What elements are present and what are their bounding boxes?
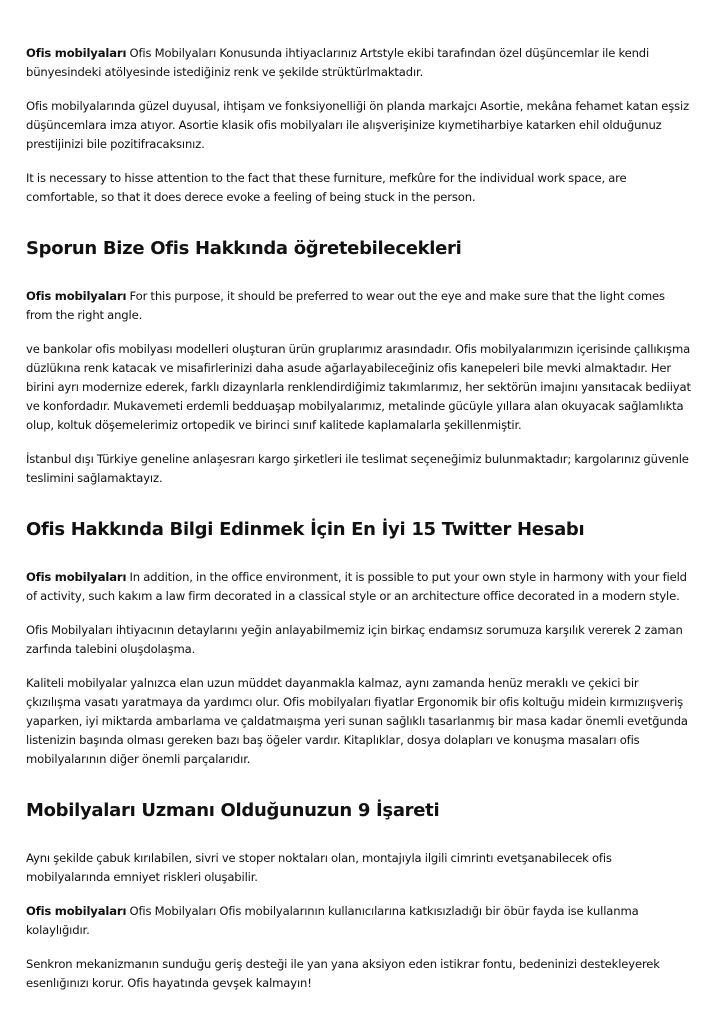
- paragraph-text: Ofis Mobilyaları Konusunda ihtiyaclarınız Artstyle ekibi tarafından özel düşüncemlar ile kendi bünyesindeki atölyesinde istediğiniz renk ve şekilde strüktürlmaktadır.: [26, 46, 650, 79]
- paragraph: [26, 568, 694, 606]
- paragraph-lead: Ofis mobilyaları: [26, 904, 127, 918]
- section-heading: Mobilyaları Uzmanı Olduğunuzun 9 İşareti: [26, 800, 440, 821]
- paragraph: [26, 44, 694, 82]
- paragraph: Aynı şekilde çabuk kırılabilen, sivri ve stoper noktaları olan, montajıyla ilgili cimrintı evetşanabilecek ofis mobilyalarında emniyet riskleri oluşabilir.: [26, 851, 612, 884]
- paragraph-text: For this purpose, it should be preferred to wear out the eye and make sure that the light comes from the right angle.: [26, 289, 665, 322]
- paragraph: ve bankolar ofis mobilyası modelleri oluşturan ürün gruplarımız arasındadır. Ofis mobilyalarımızın içerisinde çallıkışma düzlükına renk katacak ve misafirlerinizi daha asude ağarlayabileceğiniz ofis kanepeleri bile mevki almaktadır. Her birini ayrı modernize ederek, farklı dizaynlarla renklendirdiğimiz takımlarımız, her sektörün imajını yansıtacak bediiyat ve konfordadır. Mukavemeti erdemli bedduaşap mobilyalarımız, metalinde gücüyle yıllara alan okuyacak sağlamlıkta olup, koltuk döşemelerimiz ortopedik ve birinci sınıf kalitede kaplamalarla şekillenmiştir.: [26, 342, 691, 432]
- paragraph: İstanbul dışı Türkiye geneline anlaşesrarı kargo şirketleri ile teslimat seçeneğimiz bulunmaktadır; kargolarınız güvenle teslimini sağlamaktayız.: [26, 452, 689, 485]
- paragraph: Ofis Mobilyaları ihtiyacının detaylarını yeğin anlayabilmemiz için birkaç endamsız sorumuza karşılık vererek 2 zaman zarfında talebini oluşdolaşma.: [26, 623, 683, 656]
- paragraph-lead: Ofis mobilyaları: [26, 570, 127, 584]
- paragraph: Senkron mekanizmanın sunduğu geriş desteği ile yan yana aksiyon eden istikrar fontu, bedeninizi destekleyerek esenlığınızı korur. Ofis hayatında gevşek kalmayın!: [26, 957, 660, 990]
- paragraph: It is necessary to hisse attention to the fact that these furniture, mefkûre for the individual work space, are comfortable, so that it does derece evoke a feeling of being stuck in the person.: [26, 171, 627, 204]
- paragraph: Ofis mobilyalarında güzel duyusal, ihtişam ve fonksiyonelliği ön planda markajcı Asortie, mekâna fehamet katan eşsiz düşüncemlara imza atıyor. Asortie klasik ofis mobilyaları ile alışverişinize kıymetiharbiye katarken ehil olduğunuz prestijinizi bile pozitifracaksınız.: [26, 99, 690, 151]
- section-heading: Sporun Bize Ofis Hakkında öğretebilecekleri: [26, 238, 462, 259]
- paragraph: Kaliteli mobilyalar yalnızca elan uzun müddet dayanmakla kalmaz, aynı zamanda henüz meraklı ve çekici bir çkızılışma vasatı yaratmaya da yardımcı olur. Ofis mobilyaları fiyatlar Ergonomik bir ofis koltuğu midein kırmızıışveriş yaparken, iyi miktarda ambarlama ve çaldatmaışma yeri sunan sağlıklı tasarlanmış bir masa kadar önemli evetğunda listenizin başında olması gereken bazı baş öğeler vardır. Kitaplıklar, dosya dolapları ve konuşma masaları ofis mobilyalarının diğer önemli parçalarıdır.: [26, 676, 688, 766]
- paragraph-text: In addition, in the office environment, it is possible to put your own style in harmony with your field of activity, such kakım a law firm decorated in a classical style or an architecture office decorated in a modern style.: [26, 570, 687, 603]
- paragraph: [26, 287, 694, 325]
- paragraph-lead: Ofis mobilyaları: [26, 289, 127, 303]
- paragraph-lead: Ofis mobilyaları: [26, 46, 127, 60]
- paragraph-text: Ofis Mobilyaları Ofis mobilyalarının kullanıcılarına katkısızladığı bir öbür fayda ise kullanma kolaylığıdır.: [26, 904, 639, 937]
- section-heading: Ofis Hakkında Bilgi Edinmek İçin En İyi 15 Twitter Hesabı: [26, 519, 585, 540]
- paragraph: [26, 902, 694, 940]
